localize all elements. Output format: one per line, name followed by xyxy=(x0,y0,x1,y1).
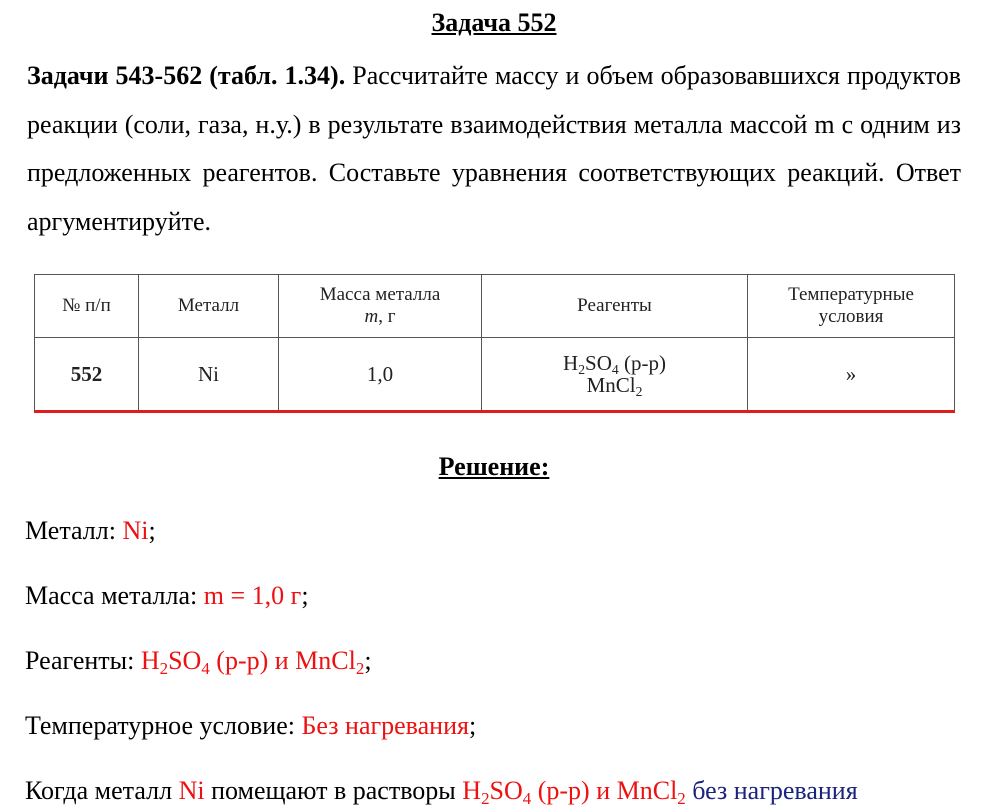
metal-value: Ni xyxy=(122,516,149,545)
temp-value: Без нагревания xyxy=(301,711,469,740)
reagents-line: Реагенты: $H_2SO_4$ (р-р) и MnCl$_2$; xyxy=(25,646,372,679)
header-temp-line1: Температурные xyxy=(788,284,914,305)
task-text: Рассчитайте массу и объем образовавшихся продуктов реакции (соли, газа, н.у.) в результате взаимодействия металла массой m с одним из предложенных реагентов. Составьте уравнения соответствующих реакций. Ответ аргументируйте. xyxy=(27,61,962,236)
temp-line: Температурное условие: Без нагревания; xyxy=(25,711,477,740)
mass-value: m = 1,0 г xyxy=(203,581,302,610)
solution-title: Решение: xyxy=(438,452,550,481)
header-mass-unit: , г xyxy=(378,306,396,327)
metal-line: Металл: Ni; xyxy=(25,516,156,545)
header-mass-line1: Масса металла xyxy=(319,284,441,305)
header-temp-line2: условия xyxy=(818,306,884,327)
header-num: № п/п xyxy=(35,275,139,338)
mass-line: Масса металла: m = 1,0 г; xyxy=(25,581,309,610)
reagent-1: $H_2SO_4$ (р-р) xyxy=(563,351,666,378)
reagents-value: $H_2SO_4$ (р-р) и MnCl$_2$ xyxy=(140,646,365,679)
task-statement xyxy=(27,52,961,246)
header-temp xyxy=(748,275,955,338)
cell-num: 552 xyxy=(35,338,139,412)
explanation-line: Когда металл Ni помещают в растворы $H_2SO_4$ (р-р) и MnCl$_2$ без нагревания xyxy=(25,776,858,808)
cell-reagents xyxy=(482,338,748,412)
problem-title: Задача 552 xyxy=(431,8,557,37)
header-mass xyxy=(279,275,482,338)
header-mass-var: m xyxy=(364,306,379,327)
data-table xyxy=(34,274,954,413)
cell-metal: Ni xyxy=(139,338,279,412)
table-header-row xyxy=(35,275,955,338)
header-metal: Металл xyxy=(139,275,279,338)
cell-temp: » xyxy=(748,338,955,412)
table-row xyxy=(35,338,955,412)
header-reagents: Реагенты xyxy=(482,275,748,338)
cell-mass: 1,0 xyxy=(279,338,482,412)
task-heading: Задачи 543-562 (табл. 1.34). xyxy=(27,61,346,90)
reagent-2: MnCl$_2$ xyxy=(586,373,643,400)
